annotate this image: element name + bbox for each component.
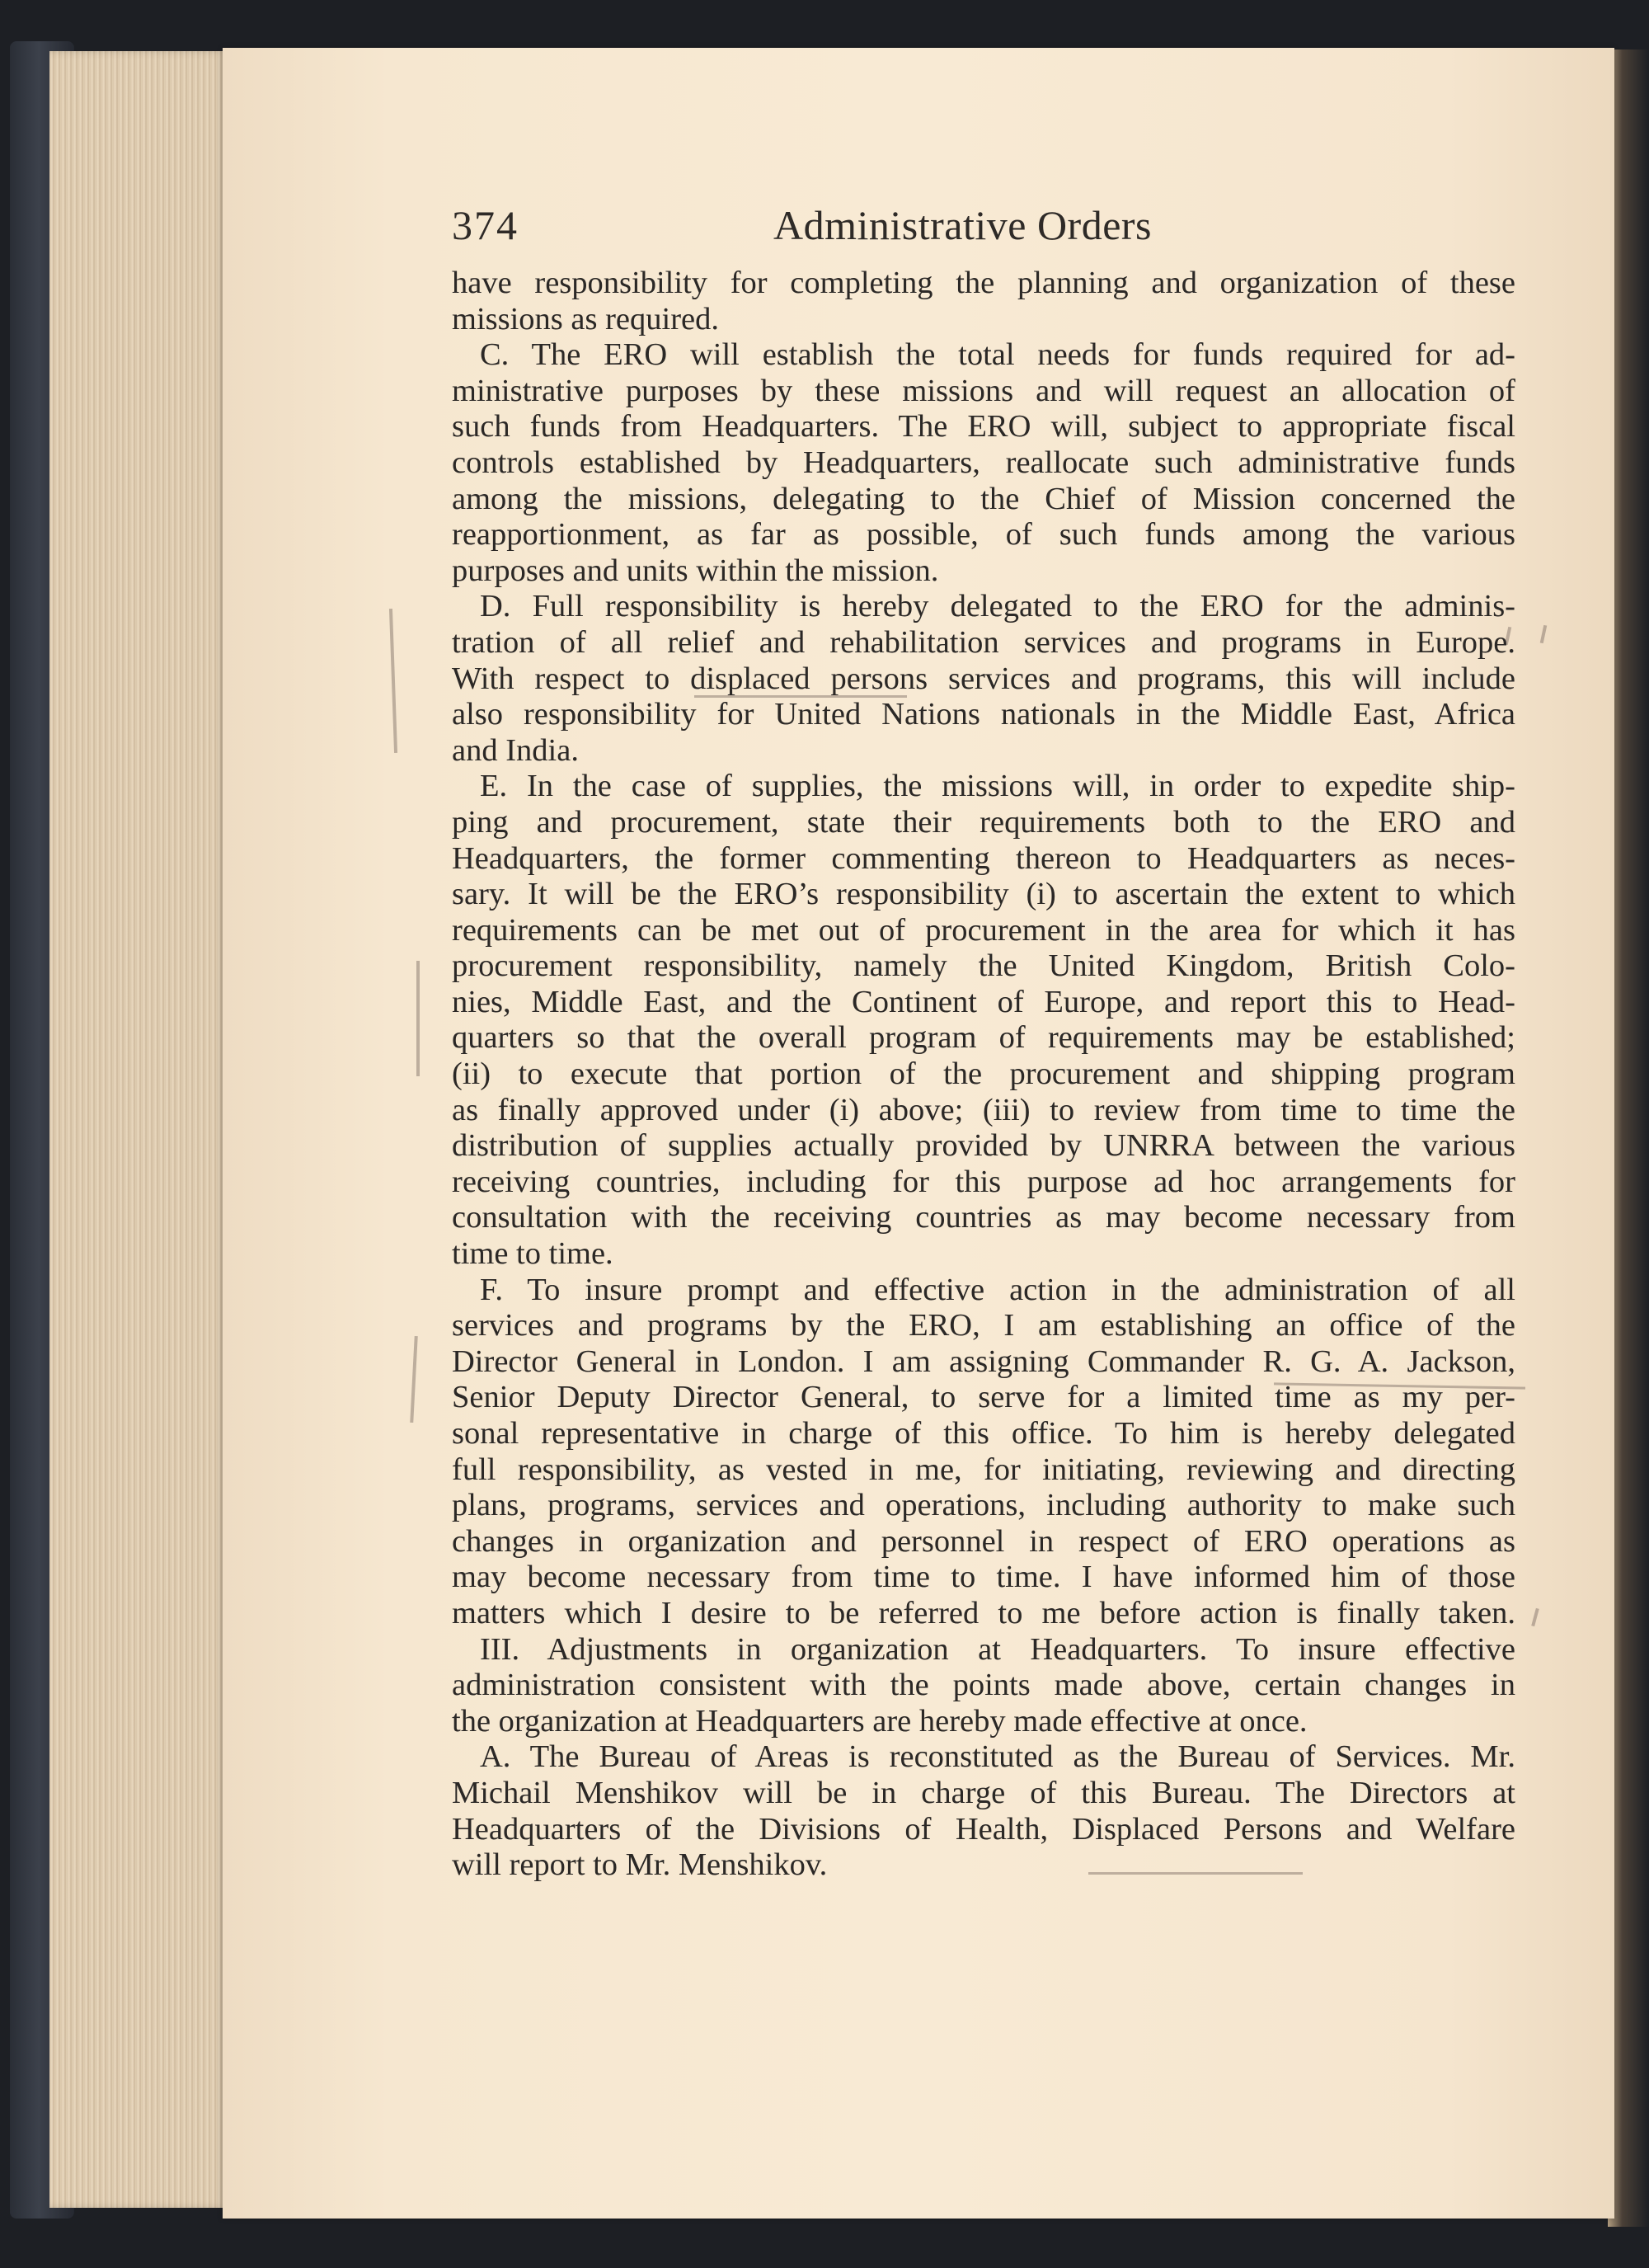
text-line: sonal representative in charge of this office. To him is hereby delegated (452, 1416, 1515, 1451)
text-line: D. Full responsibility is hereby delegated to the ERO for the adminis- (480, 589, 1515, 624)
text-line: purposes and units within the mission. (452, 553, 939, 588)
text-line: changes in organization and personnel in respect of ERO operations as (452, 1523, 1515, 1559)
text-line: plans, programs, services and operations, including authority to make such (452, 1488, 1515, 1523)
text-line: among the missions, delegating to the Chief of Mission concerned the (452, 481, 1515, 516)
text-line: administration consistent with the points made above, certain changes in (452, 1668, 1515, 1703)
text-line: time to time. (452, 1236, 613, 1272)
text-line: Senior Deputy Director General, to serve for a limited time as my per- (452, 1380, 1515, 1415)
text-line: have responsibility for completing the planning and organization of these (452, 266, 1515, 300)
text-line: may become necessary from time to time. I have informed him of those (452, 1560, 1515, 1595)
text-line: consultation with the receiving countries as may become necessary from (452, 1200, 1515, 1235)
text-line: as finally approved under (i) above; (iii) to review from time to time the (452, 1092, 1515, 1127)
text-line: ping and procurement, state their requirements both to the ERO and (452, 804, 1515, 840)
text-line: With respect to displaced persons services and programs, this will include (452, 661, 1515, 696)
text-line: such funds from Headquarters. The ERO will, subject to appropriate fiscal (452, 409, 1515, 445)
text-line: will report to Mr. Menshikov. (452, 1847, 828, 1883)
text-line: also responsibility for United Nations nationals in the Middle East, Africa (452, 697, 1515, 732)
text-line: quarters so that the overall program of requirements may be established; (452, 1020, 1515, 1056)
text-line: III. Adjustments in organization at Headquarters. To insure effective (480, 1631, 1515, 1667)
text-line: controls established by Headquarters, reallocate such administrative funds (452, 445, 1515, 480)
text-line: distribution of supplies actually provided by UNRRA between the various (452, 1128, 1515, 1164)
body-text (452, 266, 1515, 1884)
text-line: sary. It will be the ERO’s responsibility (i) to ascertain the extent to which (452, 877, 1515, 912)
text-line: requirements can be met out of procurement in the area for which it has (452, 912, 1515, 948)
text-line: E. In the case of supplies, the missions will, in order to expedite ship- (480, 769, 1515, 804)
text-line: services and programs by the ERO, I am establishing an office of the (452, 1308, 1515, 1343)
text-line: reapportionment, as far as possible, of such funds among the various (452, 517, 1515, 553)
running-title: Administrative Orders (773, 202, 1153, 248)
pencil-margin-mark (416, 961, 420, 1076)
text-line: procurement responsibility, namely the United Kingdom, British Colo- (452, 948, 1515, 984)
text-line: Director General in London. I am assigning Commander R. G. A. Jackson, (452, 1343, 1515, 1379)
text-line: nies, Middle East, and the Continent of Europe, and report this to Head- (452, 984, 1515, 1019)
text-line: full responsibility, as vested in me, for initiating, reviewing and directing (452, 1452, 1515, 1487)
text-line: and India. (452, 732, 579, 768)
text-line: F. To insure prompt and effective action in the administration of all (480, 1272, 1515, 1307)
text-line: (ii) to execute that portion of the procurement and shipping program (452, 1056, 1515, 1092)
text-line: tration of all relief and rehabilitation services and programs in Europe. (452, 624, 1515, 660)
text-line: C. The ERO will establish the total needs for funds required for ad- (480, 337, 1515, 373)
text-line: Headquarters, the former commenting thereon to Headquarters as neces- (452, 840, 1515, 876)
text-line: A. The Bureau of Areas is reconstituted as the Bureau of Services. Mr. (480, 1739, 1515, 1775)
text-line: receiving countries, including for this purpose ad hoc arrangements for (452, 1164, 1515, 1199)
text-line: Headquarters of the Divisions of Health, Displaced Persons and Welfare (452, 1811, 1515, 1847)
text-line: matters which I desire to be referred to me before action is finally taken. (452, 1595, 1515, 1630)
page-number: 374 (452, 202, 519, 248)
running-head (452, 196, 1515, 254)
text-line: ministrative purposes by these missions and will request an allocation of (452, 373, 1515, 408)
page-block-edges (49, 51, 227, 2208)
text-line: the organization at Headquarters are hereby made effective at once. (452, 1703, 1308, 1739)
text-line: Michail Menshikov will be in charge of this Bureau. The Directors at (452, 1775, 1515, 1810)
text-line: missions as required. (452, 301, 719, 336)
